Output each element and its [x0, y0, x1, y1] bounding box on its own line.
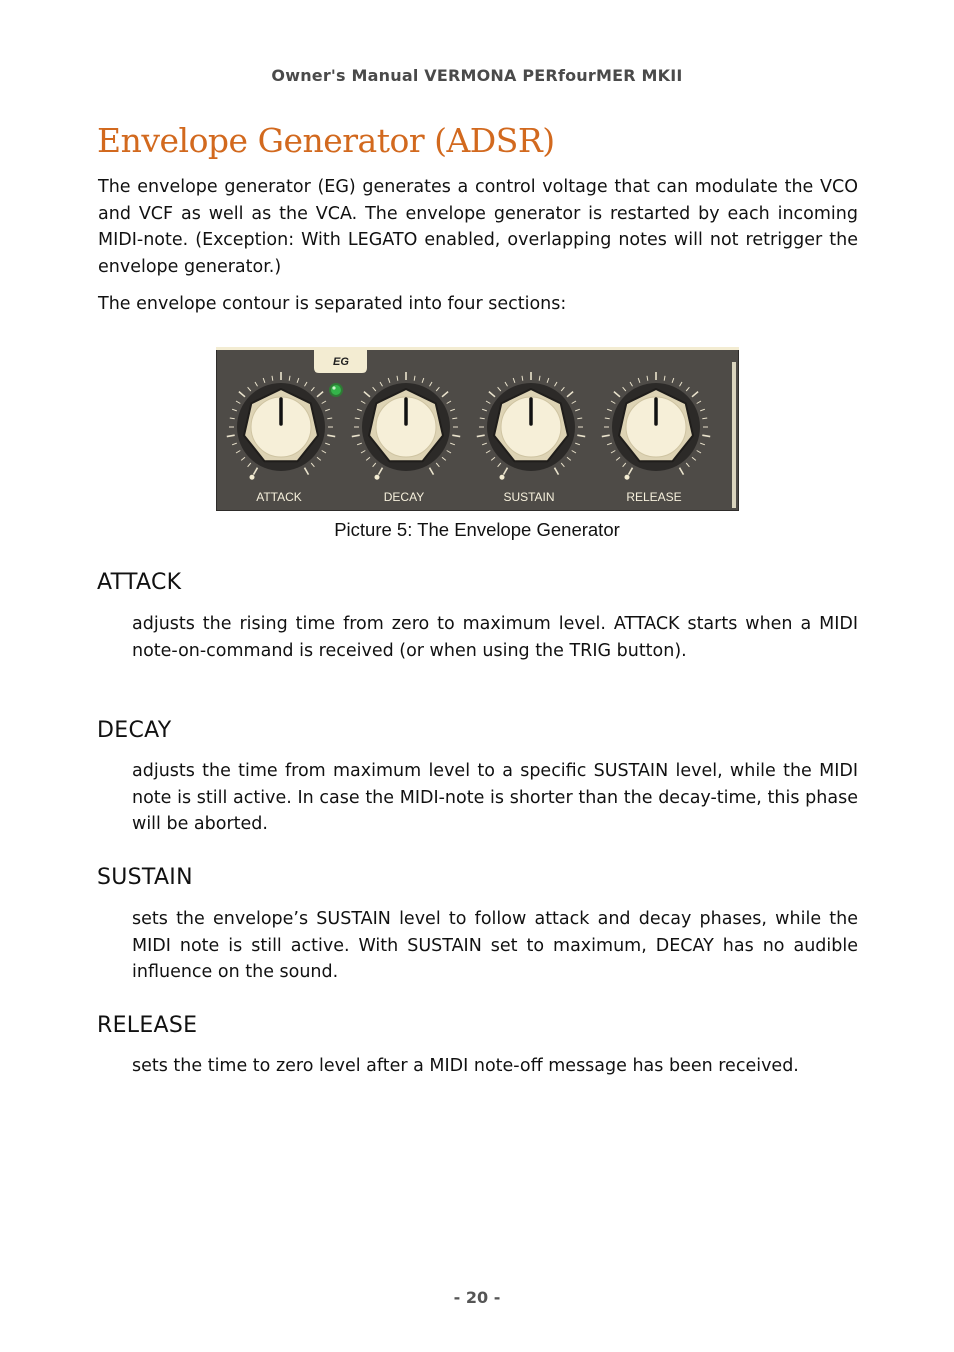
section-text-sustain: sets the envelope’s SUSTAIN level to follow attack and decay phases, while the MIDI note is still active. With SUSTAIN set to maximum, DECAY has no audible influence on the sound. [132, 909, 858, 982]
led-highlight [332, 386, 335, 389]
knob-min-dot [625, 475, 630, 480]
knob-min-dot [250, 475, 255, 480]
led-indicator [331, 385, 341, 395]
section-text-decay: adjusts the time from maximum level to a specific SUSTAIN level, while the MIDI note is still active. In case the MIDI-note is shorter than the decay-time, this phase will be aborted. [132, 761, 858, 834]
figure-caption: Picture 5: The Envelope Generator [334, 519, 620, 540]
intro-paragraph: The envelope generator (EG) generates a control voltage that can modulate the VCO and VCF as well as the VCA. The envelope generator is restarted by each incoming MIDI-note. (Exception: With LEGATO enabled, overlapping notes will not retrigger the envelope generator.) [98, 177, 858, 277]
knob-min-dot [500, 475, 505, 480]
section-heading-release: RELEASE [97, 1013, 198, 1038]
running-header: Owner's Manual VERMONA PERfourMER MKII [271, 66, 683, 85]
intro-sections-sentence: The envelope contour is separated into four sections: [98, 294, 567, 314]
section-heading-attack: ATTACK [97, 570, 182, 595]
eg-panel-label: EG [333, 356, 349, 368]
knob-label-release: RELEASE [626, 490, 682, 504]
section-heading-sustain: SUSTAIN [97, 865, 193, 890]
eg-panel-image [216, 347, 739, 511]
section-heading-decay: DECAY [97, 718, 172, 743]
section-text-attack: adjusts the rising time from zero to maximum level. ATTACK starts when a MIDI note-on-command is received (or when using the TRIG button). [132, 614, 858, 661]
panel-right-edge [732, 362, 736, 508]
envelope-generator-figure [216, 347, 739, 511]
knob-label-sustain: SUSTAIN [503, 490, 555, 504]
section-text-release: sets the time to zero level after a MIDI note-off message has been received. [132, 1056, 799, 1076]
knob-label-attack: ATTACK [256, 490, 302, 504]
page-title: Envelope Generator (ADSR) [97, 121, 555, 160]
knob-label-decay: DECAY [383, 490, 425, 504]
page-number: - 20 - [453, 1288, 501, 1307]
knob-min-dot [375, 475, 380, 480]
panel-top-edge [216, 347, 739, 350]
